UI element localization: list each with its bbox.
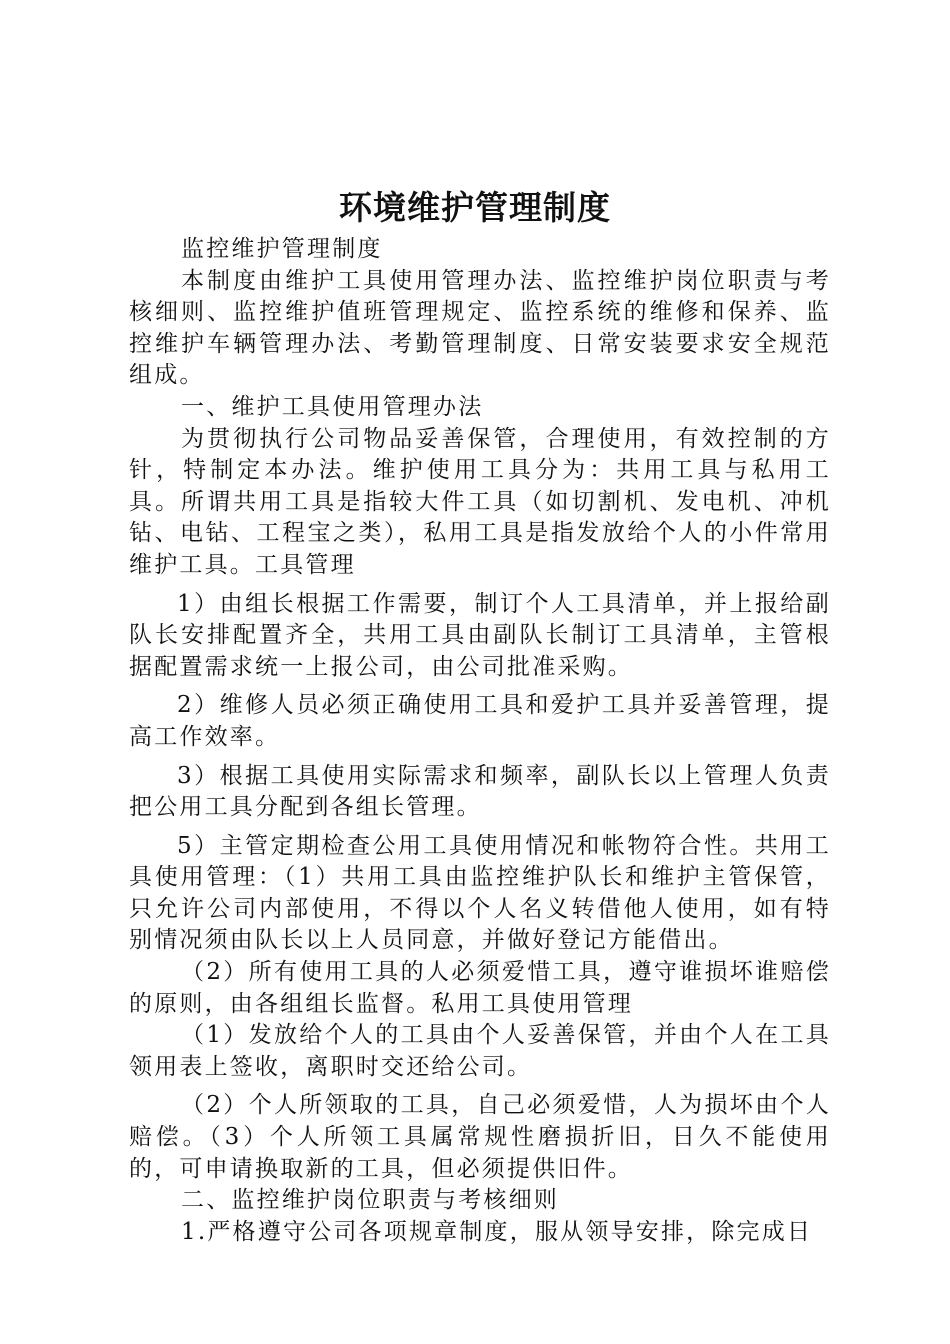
paragraph-private-1: （1）发放给个人的工具由个人妥善保管，并由个人在工具领用表上签收，离职时交还给公司。 bbox=[129, 1022, 831, 1080]
paragraph-private-2: （2）个人所领取的工具，自己必须爱惜，人为损坏由个人赔偿。（3）个人所领工具属常规性磨损折旧，日久不能使用的，可申请换取新的工具，但必须提供旧件。 bbox=[129, 1092, 831, 1182]
paragraph-duty-1: 1.严格遵守公司各项规章制度，服从领导安排，除完成日 bbox=[181, 1218, 813, 1245]
section-heading-1: 一、维护工具使用管理办法 bbox=[181, 393, 484, 420]
section-heading-2: 二、监控维护岗位职责与考核细则 bbox=[181, 1187, 559, 1214]
paragraph-intro: 本制度由维护工具使用管理办法、监控维护岗位职责与考核细则、监控维护值班管理规定、监控系统的维修和保养、监控维护车辆管理办法、考勤管理制度、日常安装要求安全规范组成。 bbox=[129, 267, 831, 389]
paragraph-item-1: 1）由组长根据工作需要，制订个人工具清单，并上报给副队长安排配置齐全，共用工具由副队长制订工具清单，主管根据配置需求统一上报公司，由公司批准采购。 bbox=[129, 590, 831, 680]
paragraph-item-5: 5）主管定期检查公用工具使用情况和帐物符合性。共用工具使用管理：（1）共用工具由监控维护队长和维护主管保管，只允许公司内部使用，不得以个人名义转借他人使用，如有特别情况须由队长以上人员同意，并做好登记方能借出。 bbox=[129, 832, 831, 954]
document-title: 环境维护管理制度 bbox=[339, 188, 611, 227]
paragraph-shared-2: （2）所有使用工具的人必须爱惜工具，遵守谁损坏谁赔偿的原则，由各组组长监督。私用工具使用管理 bbox=[129, 959, 831, 1017]
paragraph-subtitle: 监控维护管理制度 bbox=[181, 236, 383, 262]
paragraph-item-2: 2）维修人员必须正确使用工具和爱护工具并妥善管理，提高工作效率。 bbox=[129, 692, 831, 750]
paragraph-tools-intro: 为贯彻执行公司物品妥善保管，合理使用，有效控制的方针，特制定本办法。维护使用工具分为：共用工具与私用工具。所谓共用工具是指较大件工具（如切割机、发电机、冲机钻、电钻、工程宝之类），私用工具是指发放给个人的小件常用维护工具。工具管理 bbox=[129, 425, 831, 578]
document-body bbox=[129, 234, 831, 1248]
paragraph-item-3: 3）根据工具使用实际需求和频率，副队长以上管理人负责把公用工具分配到各组长管理。 bbox=[129, 762, 831, 821]
